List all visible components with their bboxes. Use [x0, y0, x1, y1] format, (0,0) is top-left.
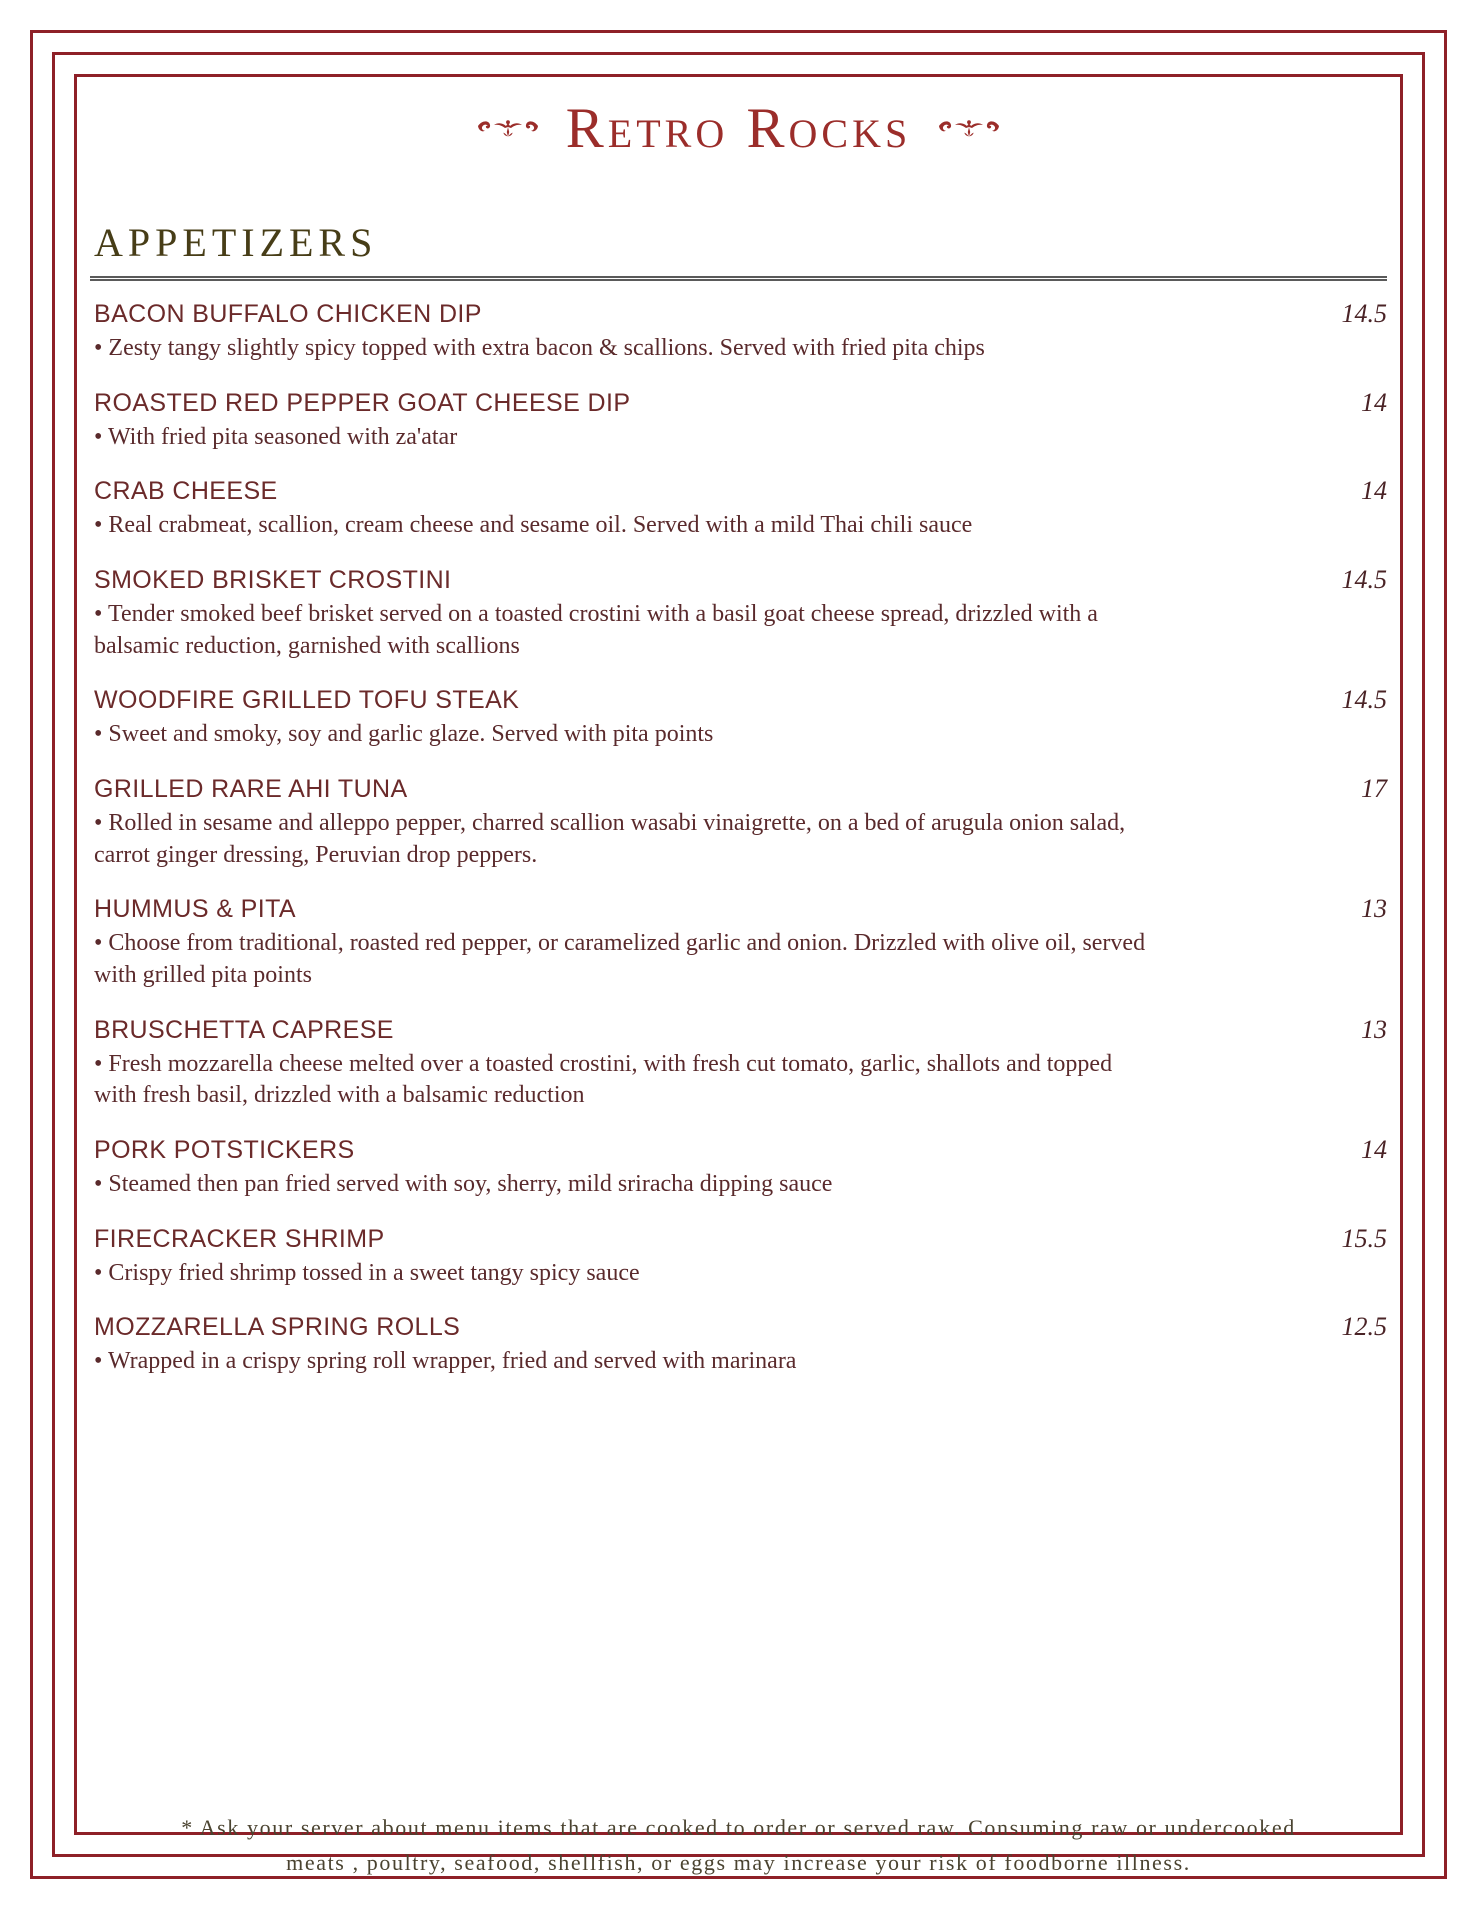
menu-item	[94, 894, 1387, 991]
footer-disclaimer: * Ask your server about menu items that are cooked to order or served raw. Consuming raw or undercooked meats , poultry, seafood, shellfish, or eggs may increase your risk of foodborne illness.	[181, 1814, 1296, 1876]
menu-item-price: 14.5	[1341, 685, 1387, 715]
menu-item-description: • Wrapped in a crispy spring roll wrapper, fried and served with marinara	[94, 1348, 797, 1375]
menu-item-description: • Tender smoked beef brisket served on a toasted crostini with a basil goat cheese spread, drizzled with a balsamic reduction, garnished with scallions	[94, 601, 1098, 659]
menu-item-description: • Real crabmeat, scallion, cream cheese and sesame oil. Served with a mild Thai chili sauce	[94, 512, 973, 539]
menu-item-name: FIRECRACKER SHRIMP	[94, 1224, 385, 1253]
menu-item-price: 12.5	[1341, 1312, 1387, 1342]
menu-item-description: • Rolled in sesame and alleppo pepper, charred scallion wasabi vinaigrette, on a bed of arugula onion salad, carrot ginger dressing, Peruvian drop peppers.	[94, 810, 1126, 868]
menu-item-price: 14	[1361, 387, 1387, 417]
menu-item-name: SMOKED BRISKET CROSTINI	[94, 566, 452, 595]
section-divider	[90, 276, 1387, 281]
menu-item-description: • Crispy fried shrimp tossed in a sweet tangy spicy sauce	[94, 1259, 640, 1286]
menu-item-header	[94, 1224, 1387, 1254]
menu-item-description: • Sweet and smoky, soy and garlic glaze. Served with pita points	[94, 721, 714, 748]
menu-item-price: 13	[1361, 1014, 1387, 1044]
menu-item-price: 13	[1361, 894, 1387, 924]
restaurant-title-text: Retro Rocks	[565, 97, 912, 160]
menu-item-price: 14.5	[1341, 299, 1387, 328]
flourish-ornament-icon	[476, 114, 540, 144]
menu-item	[94, 1135, 1387, 1201]
menu-item-description: • Choose from traditional, roasted red pepper, or caramelized garlic and onion. Drizzled with olive oil, served with grilled pita points	[94, 930, 1146, 989]
menu-page	[90, 90, 1387, 1876]
menu-item-name: GRILLED RARE AHI TUNA	[94, 775, 408, 804]
menu-item-header	[94, 774, 1387, 804]
menu-item-name: ROASTED RED PEPPER GOAT CHEESE DIP	[94, 388, 631, 417]
menu-item	[94, 476, 1387, 542]
menu-section-appetizers	[90, 219, 1387, 1378]
section-heading: APPETIZERS	[94, 220, 378, 265]
menu-item	[94, 299, 1387, 365]
menu-item-price: 14	[1361, 1135, 1387, 1165]
menu-item-header	[94, 1135, 1387, 1165]
menu-item-name: WOODFIRE GRILLED TOFU STEAK	[94, 686, 520, 715]
menu-item-name: HUMMUS & PITA	[94, 895, 296, 924]
menu-item-header	[94, 1312, 1387, 1342]
menu-item-description: • With fried pita seasoned with za'atar	[94, 423, 458, 450]
menu-item-description: • Zesty tangy slightly spicy topped with extra bacon & scallions. Served with fried pita chips	[94, 335, 985, 361]
flourish-ornament-icon	[937, 114, 1001, 144]
menu-item-price: 17	[1361, 774, 1387, 804]
menu-item-header	[94, 476, 1387, 506]
menu-item-price: 14.5	[1341, 565, 1387, 595]
menu-item-name: PORK POTSTICKERS	[94, 1136, 355, 1165]
menu-item	[94, 1015, 1387, 1112]
menu-item	[94, 774, 1387, 871]
menu-item-header	[94, 565, 1387, 595]
menu-item-header	[94, 299, 1387, 329]
restaurant-title	[476, 96, 1001, 161]
menu-item	[94, 685, 1387, 751]
menu-item-name: BRUSCHETTA CAPRESE	[94, 1015, 394, 1044]
menu-item-header	[94, 894, 1387, 924]
menu-item	[94, 1312, 1387, 1378]
menu-item-header	[94, 388, 1387, 418]
menu-item-description: • Steamed then pan fried served with soy, sherry, mild sriracha dipping sauce	[94, 1171, 833, 1198]
menu-item-list	[90, 299, 1387, 1378]
menu-header	[90, 90, 1387, 161]
menu-item-name: CRAB CHEESE	[94, 477, 278, 506]
menu-item	[94, 388, 1387, 454]
menu-item	[94, 565, 1387, 662]
menu-item-price: 15.5	[1341, 1223, 1387, 1253]
menu-item-name: MOZZARELLA SPRING ROLLS	[94, 1313, 461, 1342]
menu-item-header	[94, 1015, 1387, 1045]
menu-item-description: • Fresh mozzarella cheese melted over a toasted crostini, with fresh cut tomato, garlic, shallots and topped with fresh basil, drizzled with a balsamic reduction	[94, 1050, 1113, 1109]
menu-item-name: BACON BUFFALO CHICKEN DIP	[94, 300, 482, 328]
menu-item	[94, 1224, 1387, 1290]
menu-item-header	[94, 685, 1387, 715]
menu-item-price: 14	[1361, 476, 1387, 506]
